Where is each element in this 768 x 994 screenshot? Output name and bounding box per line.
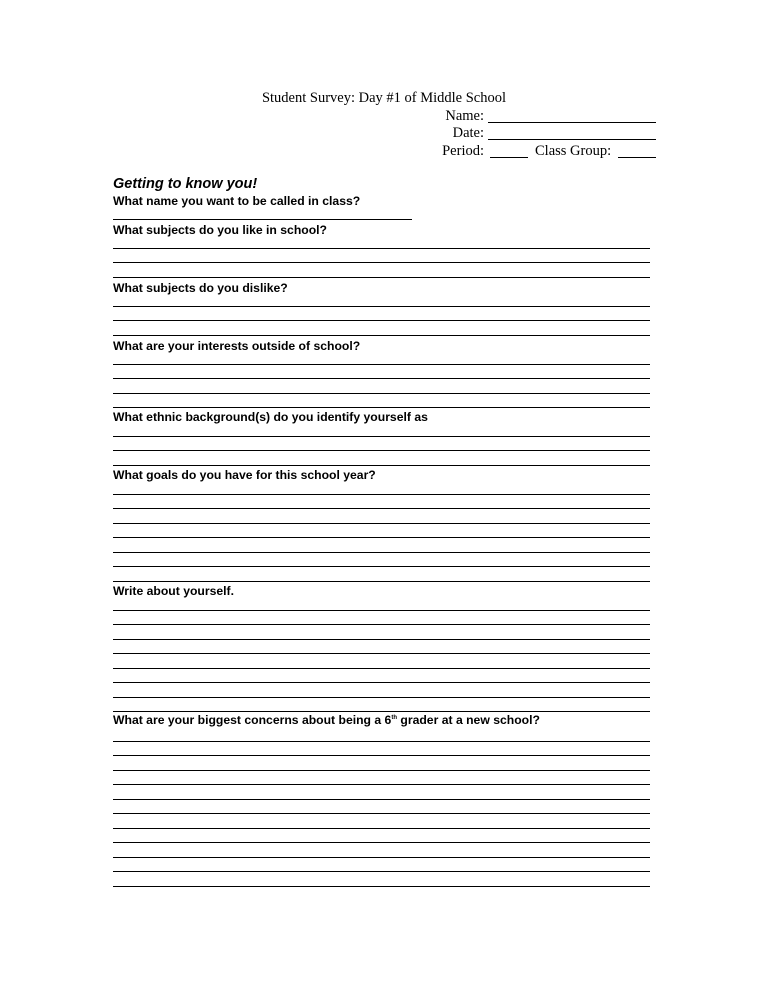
answer-line[interactable]	[113, 741, 650, 742]
name-label: Name:	[445, 107, 484, 124]
answer-line[interactable]	[113, 639, 650, 640]
answer-line[interactable]	[113, 320, 650, 321]
section-title: Getting to know you!	[113, 176, 258, 192]
answer-line[interactable]	[113, 306, 650, 307]
question-ethnic-background: What ethnic background(s) do you identify yourself as	[113, 410, 428, 424]
answer-line[interactable]	[113, 407, 650, 408]
name-field[interactable]	[488, 108, 656, 123]
answer-line[interactable]	[113, 755, 650, 756]
answer-line[interactable]	[113, 653, 650, 654]
answer-line[interactable]	[113, 770, 650, 771]
ordinal-suffix: th	[391, 714, 398, 721]
question-preferred-name: What name you want to be called in class?	[113, 194, 361, 208]
date-field[interactable]	[488, 125, 656, 140]
answer-line[interactable]	[113, 450, 650, 451]
answer-line[interactable]	[113, 566, 650, 567]
class-group-label: Class Group:	[535, 142, 612, 159]
question-disliked-subjects: What subjects do you dislike?	[113, 281, 288, 295]
answer-line[interactable]	[113, 799, 650, 800]
question-liked-subjects: What subjects do you like in school?	[113, 223, 327, 237]
answer-line[interactable]	[113, 335, 650, 336]
answer-line[interactable]	[113, 277, 650, 278]
answer-line[interactable]	[113, 784, 650, 785]
question-concerns	[113, 713, 540, 727]
answer-line[interactable]	[113, 697, 650, 698]
answer-line[interactable]	[113, 668, 650, 669]
question-interests: What are your interests outside of school?	[113, 339, 361, 353]
date-row	[0, 125, 768, 143]
period-row	[0, 143, 768, 161]
answer-line[interactable]	[113, 393, 650, 394]
answer-line[interactable]	[113, 610, 650, 611]
answer-line[interactable]	[113, 624, 650, 625]
question-concerns-text-end: grader at a new school?	[397, 713, 540, 727]
answer-line[interactable]	[113, 711, 650, 712]
answer-line[interactable]	[113, 248, 650, 249]
answer-line[interactable]	[113, 552, 650, 553]
question-goals: What goals do you have for this school year?	[113, 468, 376, 482]
name-row	[0, 108, 768, 126]
answer-line[interactable]	[113, 508, 650, 509]
answer-line[interactable]	[113, 682, 650, 683]
answer-line[interactable]	[113, 219, 412, 220]
period-field[interactable]	[490, 143, 528, 158]
question-concerns-text-start: What are your biggest concerns about being a 6	[113, 713, 392, 727]
answer-line[interactable]	[113, 262, 650, 263]
period-label: Period:	[442, 142, 484, 159]
answer-line[interactable]	[113, 581, 650, 582]
class-group-field[interactable]	[618, 143, 656, 158]
date-label: Date:	[452, 125, 484, 141]
answer-line[interactable]	[113, 842, 650, 843]
question-write-about-yourself: Write about yourself.	[113, 584, 234, 598]
answer-line[interactable]	[113, 871, 650, 872]
answer-line[interactable]	[113, 364, 650, 365]
answer-line[interactable]	[113, 494, 650, 495]
answer-line[interactable]	[113, 523, 650, 524]
answer-line[interactable]	[113, 886, 650, 887]
survey-header	[0, 90, 768, 160]
answer-line[interactable]	[113, 813, 650, 814]
answer-line[interactable]	[113, 378, 650, 379]
answer-line[interactable]	[113, 537, 650, 538]
answer-line[interactable]	[113, 465, 650, 466]
survey-title: Student Survey: Day #1 of Middle School	[261, 90, 507, 106]
answer-line[interactable]	[113, 828, 650, 829]
answer-line[interactable]	[113, 857, 650, 858]
answer-line[interactable]	[113, 436, 650, 437]
